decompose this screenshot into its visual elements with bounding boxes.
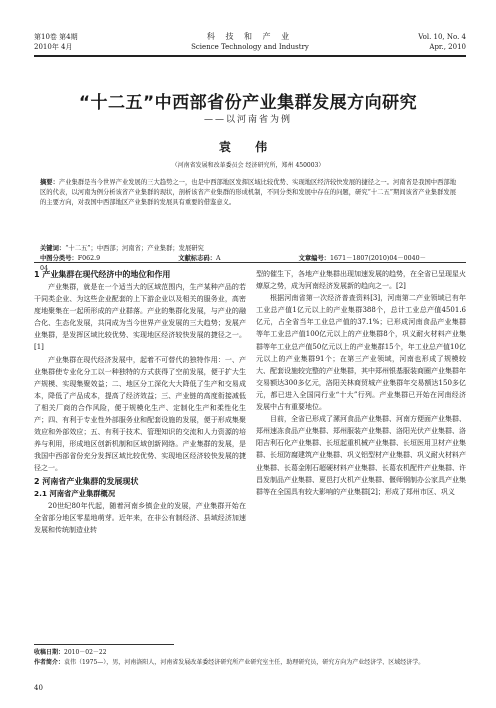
vol-en: Vol. 10, No. 4 [418,33,466,41]
received-date: 2010－02－22 [64,649,107,656]
doc-value: A [215,255,221,262]
paragraph: 型的催生下，各地产业集群出现加速发展的趋势，在全省已呈现星火燎原之势，成为河南经济发展新的趋向之一。[2] [256,270,466,291]
running-header [34,32,466,54]
footnote [34,648,466,668]
header-center [34,32,466,52]
right-column [256,268,466,498]
received-label: 收稿日期： [34,649,65,656]
affiliation: （河南省发展和改革委员会 经济研究所，郑州 450003） [171,162,325,169]
paragraph: 产业集群，就是在一个适当大的区域范围内，生产某种产品的若干同类企业、为这些企业配套的上下游企业以及相关的服务业，高密度地聚集在一起所形成的产业群落。产业的集群化发展，与产业的融合化、生态化发展，共同成为当今世界产业发展的三大趋势；发展产业集群，是发挥区域比较优势、实现地区经济较快发展的捷径之一。[1] [34,283,246,352]
received-row [34,648,466,658]
header-right [418,32,466,52]
date-cn: 2010年 4月 [34,43,73,51]
paragraph: 产业集群在现代经济发展中，起着不可替代的独特作用：一、产业集群使专业化分工以一种独特的方式获得了空前发展，便于扩大生产规模、实现集聚效益；二、地区分工深化大大降低了生产和交易成本，降低了产品成本，提高了经济效益；三、产业链的高度衔接减低了相关厂商的合作风险，便于规模化生产、定制化生产和柔性化生产；四、有利于专业性外部服务业和配套设施的发展，便于形成集聚效应和外部效应；五、有利于技术、管理知识的交流和人力资源的培养与利用，形成地区创新机制和区域创新网络。产业集群的发展，是我国中西部省份充分发挥区域比较优势、实现地区经济较快发展的捷径之一。 [34,355,246,473]
clc-value: F062.9 [77,255,101,262]
paragraph: 根据河南省第一次经济普查资料[3]，河南第二产业领域已有年工业总产值1亿元以上的产业集群388个，总计工业总产值4501.6亿元，占全省当年工业总产值的37.1%；已形成河南食品产业集群等年工业总产值100亿元以上的产业集群8个，巩义耐火材料产业集群等年工业总产值50亿元以上的产业集群15个，年工业总产值10亿元以上的产业集群91个；在第三产业领域，河南也形成了规模较大、配套设施较完整的产业集群，其中郑州银基服装商圈产业集群年交易额达300多亿元，洛阳关林商贸城产业集群年交易额达150多亿元，都已进入全国同行业“十大”行列。产业集群已开始在河南经济发展中占有重要地位。 [256,294,466,412]
footnote-rule [34,644,174,645]
abstract-label: 摘要： [40,179,59,186]
section-1-heading: 1 产业集群在现代经济中的地位和作用 [34,270,171,279]
paragraph: 目前，全省已形成了漯河食品产业集群、河南方便面产业集群、郑州速冻食品产业集群、郑州服装产业集群、洛阳光伏产业集群、洛阳吉利石化产业集群、长垣起重机械产业集群、长垣医用卫材产业集群、长垣防腐建筑产业集群、巩义铝型材产业集群、巩义耐火材料产业集群、长葛金刚石超硬材料产业集群、长葛农机配件产业集群、许昌发制品产业集群、夏邑打火机产业集群、偃师钢制办公家具产业集群等在全国具有较大影响的产业集群[2]；形成了郑州市区、巩义 [256,415,466,496]
author-bio-row [34,658,466,668]
author-bio: 袁伟（1975—），男，河南洛阳人，河南省发展改革委经济研究所产业研究室主任，助理研究员，研究方向为产业经济学、区域经济学。 [64,659,425,666]
page-number: 40 [34,684,43,692]
section-2-1-heading: 2.1 河南省产业集群概况 [34,488,116,498]
paper-subtitle: ——以河南省为例 [203,115,292,125]
keywords-label: 关键词： [40,245,66,252]
author-name: 袁 伟 [218,140,278,154]
keywords-text: “十二五”；中西部；河南省；产业集群；发展研究 [65,245,204,252]
header-rule [34,55,466,57]
author-bio-label: 作者简介： [34,659,65,666]
clc-label: 中图分类号： [40,255,78,262]
doc-label: 文献标志码： [178,255,216,262]
paragraph: 20世纪80年代起，随着河南乡镇企业的发展，产业集群开始在全省部分地区零星地萌芽。近年来，在非公有制经济、县域经济加速发展和传统制造业转 [34,501,246,534]
abstract [40,178,456,209]
article-no-label: 文章编号： [298,255,331,262]
section-2-heading: 2 河南省产业集群的发展现状 [34,476,139,486]
journal-en: Science Technology and Industry [191,43,309,51]
left-column [34,268,246,536]
article-no-value: 1671－1807(2010)04－0040－04 [40,255,426,272]
issue-cn: 第10卷 第4期 [34,33,78,41]
abstract-rule [34,262,466,263]
keywords-row [40,244,456,254]
paper-title: “十二五”中西部省份产业集群发展方向研究 [78,93,418,113]
abstract-text: 产业集群是当今世界产业发展的三大趋势之一，也是中西部地区发挥区域比较优势、实现地区经济较快发展的捷径之一。河南省是我国中西部地区的代表，以河南为例分析该省产业集群的现状，剖析该省产业集群的形成机制，不同分类和发展中存在的问题，研究“十二五”期间该省产业集群发展的主要方向，对我国中西部地区产业集群的发展具有重要的借鉴意义。 [40,179,457,207]
date-en: Apr., 2010 [429,43,466,51]
journal-cn: 科 技 和 产 业 [206,32,294,41]
